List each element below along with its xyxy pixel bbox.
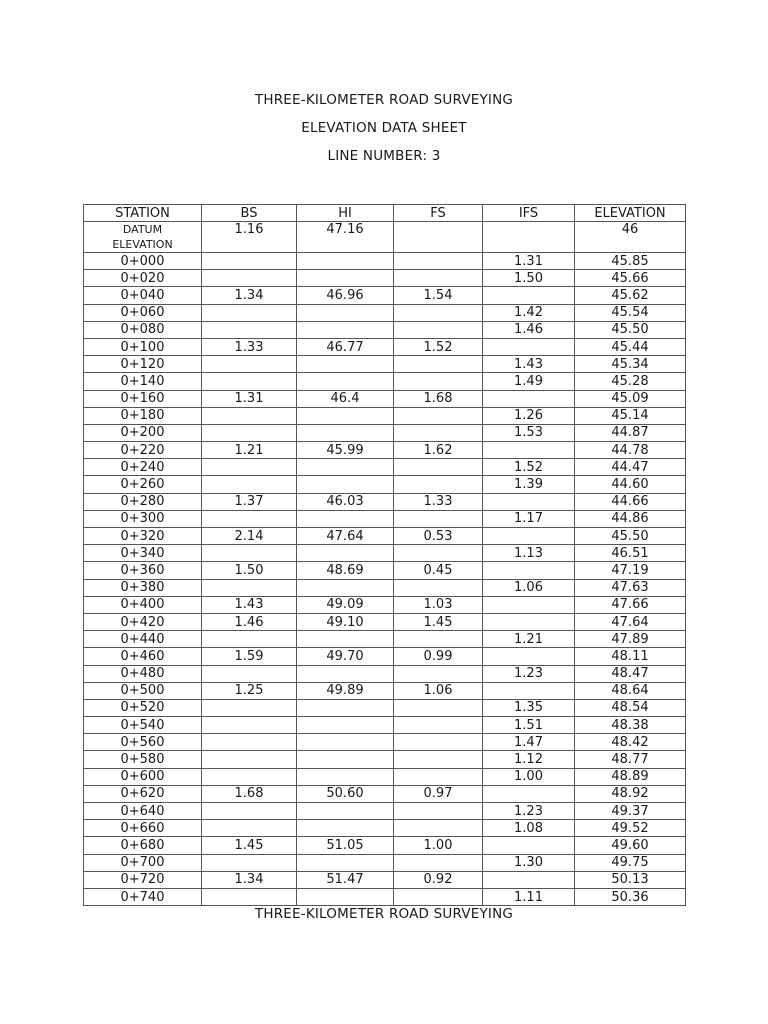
cell-hi: 49.10 [297, 613, 394, 630]
table-row [84, 734, 686, 751]
cell-fs [394, 717, 483, 734]
cell-bs [202, 768, 297, 785]
cell-bs [202, 734, 297, 751]
table-row [84, 493, 686, 510]
table-row [84, 424, 686, 441]
cell-hi [297, 734, 394, 751]
cell-station: 0+540 [84, 717, 202, 734]
cell-elevation: 45.34 [575, 356, 686, 373]
cell-ifs: 1.51 [483, 717, 575, 734]
cell-fs: 1.03 [394, 596, 483, 613]
cell-elevation: 47.63 [575, 579, 686, 596]
cell-elevation: 45.28 [575, 373, 686, 390]
column-header-ifs: IFS [483, 205, 575, 222]
cell-fs [394, 803, 483, 820]
cell-bs [202, 304, 297, 321]
cell-station: 0+600 [84, 768, 202, 785]
cell-bs [202, 253, 297, 270]
cell-station: 0+040 [84, 287, 202, 304]
cell-bs: 1.59 [202, 648, 297, 665]
cell-station: 0+640 [84, 803, 202, 820]
cell-elevation: 45.50 [575, 321, 686, 338]
table-row [84, 528, 686, 545]
table-row [84, 390, 686, 407]
cell-hi [297, 768, 394, 785]
cell-hi [297, 820, 394, 837]
cell-station: 0+420 [84, 613, 202, 630]
document-subtitle: ELEVATION DATA SHEET [301, 120, 467, 136]
cell-ifs: 1.50 [483, 270, 575, 287]
cell-ifs: 1.17 [483, 510, 575, 527]
cell-station: 0+700 [84, 854, 202, 871]
cell-fs [394, 304, 483, 321]
table-row [84, 699, 686, 716]
cell-elevation: 45.54 [575, 304, 686, 321]
datum-ifs [483, 222, 575, 253]
cell-hi [297, 665, 394, 682]
cell-bs [202, 579, 297, 596]
cell-station: 0+120 [84, 356, 202, 373]
column-header-elevation: ELEVATION [575, 205, 686, 222]
cell-ifs: 1.49 [483, 373, 575, 390]
cell-hi: 48.69 [297, 562, 394, 579]
cell-station: 0+060 [84, 304, 202, 321]
cell-bs [202, 356, 297, 373]
cell-bs [202, 854, 297, 871]
cell-station: 0+100 [84, 338, 202, 355]
cell-elevation: 47.66 [575, 596, 686, 613]
cell-hi [297, 579, 394, 596]
table-row [84, 837, 686, 854]
cell-station: 0+680 [84, 837, 202, 854]
table-row [84, 304, 686, 321]
table-row [84, 648, 686, 665]
cell-station: 0+720 [84, 871, 202, 888]
cell-hi [297, 476, 394, 493]
cell-elevation: 44.78 [575, 442, 686, 459]
cell-elevation: 45.50 [575, 528, 686, 545]
cell-station: 0+460 [84, 648, 202, 665]
datum-label-line1: DATUM [122, 223, 163, 236]
cell-station: 0+020 [84, 270, 202, 287]
cell-hi: 51.05 [297, 837, 394, 854]
cell-ifs [483, 493, 575, 510]
table-row [84, 407, 686, 424]
cell-fs: 1.33 [394, 493, 483, 510]
table-row [84, 596, 686, 613]
cell-hi [297, 631, 394, 648]
table-row [84, 871, 686, 888]
cell-ifs [483, 682, 575, 699]
cell-elevation: 45.62 [575, 287, 686, 304]
line-number-label: LINE NUMBER: 3 [327, 148, 441, 164]
cell-fs [394, 270, 483, 287]
cell-fs [394, 820, 483, 837]
cell-bs [202, 665, 297, 682]
cell-bs: 1.45 [202, 837, 297, 854]
cell-bs [202, 803, 297, 820]
cell-hi [297, 510, 394, 527]
cell-ifs [483, 442, 575, 459]
cell-fs: 0.92 [394, 871, 483, 888]
cell-ifs: 1.42 [483, 304, 575, 321]
table-row [84, 476, 686, 493]
cell-fs [394, 253, 483, 270]
cell-fs [394, 407, 483, 424]
cell-fs [394, 321, 483, 338]
table-row [84, 356, 686, 373]
cell-bs: 1.31 [202, 390, 297, 407]
cell-fs [394, 854, 483, 871]
cell-fs [394, 699, 483, 716]
elevation-data-table [83, 204, 686, 906]
cell-bs: 2.14 [202, 528, 297, 545]
cell-bs [202, 820, 297, 837]
cell-ifs: 1.39 [483, 476, 575, 493]
cell-ifs [483, 528, 575, 545]
cell-bs: 1.34 [202, 287, 297, 304]
cell-fs [394, 665, 483, 682]
cell-bs [202, 888, 297, 905]
cell-station: 0+260 [84, 476, 202, 493]
cell-ifs: 1.43 [483, 356, 575, 373]
cell-ifs: 1.13 [483, 545, 575, 562]
cell-bs [202, 510, 297, 527]
cell-elevation: 45.85 [575, 253, 686, 270]
table-row [84, 751, 686, 768]
cell-ifs [483, 613, 575, 630]
cell-hi: 47.64 [297, 528, 394, 545]
cell-elevation: 44.47 [575, 459, 686, 476]
cell-bs: 1.43 [202, 596, 297, 613]
cell-fs: 0.97 [394, 785, 483, 802]
cell-elevation: 48.47 [575, 665, 686, 682]
cell-station: 0+360 [84, 562, 202, 579]
cell-elevation: 50.13 [575, 871, 686, 888]
cell-fs: 1.62 [394, 442, 483, 459]
cell-ifs: 1.08 [483, 820, 575, 837]
cell-station: 0+580 [84, 751, 202, 768]
cell-elevation: 48.38 [575, 717, 686, 734]
datum-fs [394, 222, 483, 253]
datum-elevation: 46 [575, 222, 686, 253]
cell-hi: 46.03 [297, 493, 394, 510]
cell-hi [297, 253, 394, 270]
table-row [84, 682, 686, 699]
cell-hi [297, 373, 394, 390]
column-header-station: STATION [84, 205, 202, 222]
cell-ifs [483, 837, 575, 854]
cell-bs [202, 545, 297, 562]
cell-station: 0+080 [84, 321, 202, 338]
cell-fs [394, 545, 483, 562]
cell-station: 0+160 [84, 390, 202, 407]
cell-bs [202, 424, 297, 441]
cell-ifs: 1.06 [483, 579, 575, 596]
cell-elevation: 44.87 [575, 424, 686, 441]
cell-bs: 1.21 [202, 442, 297, 459]
table-header-row [84, 205, 686, 222]
cell-fs [394, 888, 483, 905]
cell-hi: 49.09 [297, 596, 394, 613]
cell-ifs: 1.46 [483, 321, 575, 338]
cell-bs: 1.37 [202, 493, 297, 510]
cell-ifs: 1.31 [483, 253, 575, 270]
cell-fs: 1.00 [394, 837, 483, 854]
cell-bs [202, 699, 297, 716]
datum-hi: 47.16 [297, 222, 394, 253]
cell-ifs: 1.35 [483, 699, 575, 716]
cell-station: 0+300 [84, 510, 202, 527]
cell-bs [202, 751, 297, 768]
cell-bs [202, 631, 297, 648]
table-row [84, 579, 686, 596]
cell-bs [202, 270, 297, 287]
cell-station: 0+000 [84, 253, 202, 270]
table-row [84, 613, 686, 630]
table-row [84, 854, 686, 871]
cell-bs [202, 476, 297, 493]
cell-fs [394, 734, 483, 751]
cell-station: 0+280 [84, 493, 202, 510]
cell-station: 0+500 [84, 682, 202, 699]
cell-station: 0+520 [84, 699, 202, 716]
cell-ifs [483, 596, 575, 613]
cell-ifs: 1.12 [483, 751, 575, 768]
cell-station: 0+180 [84, 407, 202, 424]
column-header-bs: BS [202, 205, 297, 222]
cell-hi: 46.77 [297, 338, 394, 355]
cell-bs: 1.68 [202, 785, 297, 802]
cell-hi [297, 424, 394, 441]
cell-elevation: 50.36 [575, 888, 686, 905]
cell-fs: 1.52 [394, 338, 483, 355]
table-row [84, 253, 686, 270]
cell-ifs: 1.00 [483, 768, 575, 785]
cell-fs [394, 373, 483, 390]
cell-elevation: 49.37 [575, 803, 686, 820]
cell-station: 0+740 [84, 888, 202, 905]
cell-fs [394, 579, 483, 596]
cell-fs: 1.54 [394, 287, 483, 304]
cell-bs [202, 407, 297, 424]
cell-elevation: 48.89 [575, 768, 686, 785]
datum-label [84, 222, 202, 253]
cell-ifs: 1.30 [483, 854, 575, 871]
cell-ifs [483, 390, 575, 407]
table-row [84, 631, 686, 648]
cell-fs: 0.53 [394, 528, 483, 545]
cell-ifs: 1.23 [483, 665, 575, 682]
table-row [84, 270, 686, 287]
cell-ifs: 1.26 [483, 407, 575, 424]
cell-elevation: 45.44 [575, 338, 686, 355]
cell-elevation: 46.51 [575, 545, 686, 562]
cell-ifs: 1.53 [483, 424, 575, 441]
cell-station: 0+220 [84, 442, 202, 459]
table-row [84, 888, 686, 905]
cell-elevation: 48.64 [575, 682, 686, 699]
cell-hi [297, 304, 394, 321]
cell-hi [297, 888, 394, 905]
cell-elevation: 44.66 [575, 493, 686, 510]
cell-station: 0+660 [84, 820, 202, 837]
cell-ifs [483, 287, 575, 304]
cell-bs: 1.25 [202, 682, 297, 699]
cell-station: 0+400 [84, 596, 202, 613]
cell-fs [394, 476, 483, 493]
document-title: THREE-KILOMETER ROAD SURVEYING [254, 92, 514, 108]
cell-fs [394, 768, 483, 785]
cell-bs: 1.34 [202, 871, 297, 888]
cell-fs [394, 424, 483, 441]
cell-hi: 45.99 [297, 442, 394, 459]
cell-hi [297, 803, 394, 820]
cell-ifs: 1.11 [483, 888, 575, 905]
cell-fs [394, 751, 483, 768]
cell-hi [297, 407, 394, 424]
cell-hi [297, 699, 394, 716]
cell-station: 0+480 [84, 665, 202, 682]
cell-fs: 1.45 [394, 613, 483, 630]
cell-elevation: 45.14 [575, 407, 686, 424]
cell-ifs [483, 648, 575, 665]
table-row [84, 545, 686, 562]
cell-ifs [483, 562, 575, 579]
cell-bs [202, 459, 297, 476]
cell-elevation: 48.92 [575, 785, 686, 802]
cell-hi: 49.89 [297, 682, 394, 699]
column-header-fs: FS [394, 205, 483, 222]
table-row [84, 321, 686, 338]
cell-bs [202, 373, 297, 390]
table-row [84, 820, 686, 837]
cell-fs: 1.68 [394, 390, 483, 407]
table-row [84, 373, 686, 390]
datum-bs: 1.16 [202, 222, 297, 253]
cell-station: 0+340 [84, 545, 202, 562]
cell-hi: 50.60 [297, 785, 394, 802]
datum-label-line2: ELEVATION [112, 238, 173, 251]
cell-station: 0+320 [84, 528, 202, 545]
cell-station: 0+380 [84, 579, 202, 596]
cell-elevation: 45.66 [575, 270, 686, 287]
cell-bs: 1.33 [202, 338, 297, 355]
cell-bs [202, 321, 297, 338]
table-row [84, 510, 686, 527]
cell-elevation: 48.77 [575, 751, 686, 768]
cell-elevation: 49.52 [575, 820, 686, 837]
cell-station: 0+620 [84, 785, 202, 802]
cell-ifs [483, 338, 575, 355]
cell-fs [394, 631, 483, 648]
cell-elevation: 47.19 [575, 562, 686, 579]
cell-hi [297, 270, 394, 287]
cell-hi: 51.47 [297, 871, 394, 888]
cell-ifs: 1.23 [483, 803, 575, 820]
cell-elevation: 49.60 [575, 837, 686, 854]
cell-elevation: 47.64 [575, 613, 686, 630]
cell-ifs: 1.52 [483, 459, 575, 476]
cell-hi [297, 717, 394, 734]
cell-station: 0+140 [84, 373, 202, 390]
cell-ifs: 1.21 [483, 631, 575, 648]
footer-title: THREE-KILOMETER ROAD SURVEYING [254, 906, 514, 922]
cell-ifs: 1.47 [483, 734, 575, 751]
cell-elevation: 48.54 [575, 699, 686, 716]
cell-fs [394, 510, 483, 527]
cell-elevation: 47.89 [575, 631, 686, 648]
table-row [84, 717, 686, 734]
cell-fs [394, 459, 483, 476]
cell-elevation: 48.11 [575, 648, 686, 665]
cell-hi [297, 854, 394, 871]
cell-fs: 0.99 [394, 648, 483, 665]
table-row [84, 785, 686, 802]
cell-bs [202, 717, 297, 734]
table-row [84, 562, 686, 579]
table-row [84, 287, 686, 304]
cell-hi [297, 356, 394, 373]
cell-fs: 0.45 [394, 562, 483, 579]
table-row [84, 768, 686, 785]
table-row [84, 459, 686, 476]
cell-fs: 1.06 [394, 682, 483, 699]
cell-ifs [483, 871, 575, 888]
cell-hi: 49.70 [297, 648, 394, 665]
table-row [84, 803, 686, 820]
cell-station: 0+200 [84, 424, 202, 441]
cell-ifs [483, 785, 575, 802]
cell-fs [394, 356, 483, 373]
cell-elevation: 44.86 [575, 510, 686, 527]
cell-elevation: 45.09 [575, 390, 686, 407]
cell-hi [297, 751, 394, 768]
table-row [84, 665, 686, 682]
cell-station: 0+440 [84, 631, 202, 648]
cell-hi [297, 321, 394, 338]
cell-hi: 46.96 [297, 287, 394, 304]
cell-bs: 1.46 [202, 613, 297, 630]
table-row [84, 338, 686, 355]
column-header-hi: HI [297, 205, 394, 222]
cell-station: 0+240 [84, 459, 202, 476]
cell-hi [297, 545, 394, 562]
cell-hi [297, 459, 394, 476]
datum-row [84, 222, 686, 253]
cell-hi: 46.4 [297, 390, 394, 407]
cell-elevation: 44.60 [575, 476, 686, 493]
table-row [84, 442, 686, 459]
cell-station: 0+560 [84, 734, 202, 751]
cell-elevation: 49.75 [575, 854, 686, 871]
cell-elevation: 48.42 [575, 734, 686, 751]
cell-bs: 1.50 [202, 562, 297, 579]
